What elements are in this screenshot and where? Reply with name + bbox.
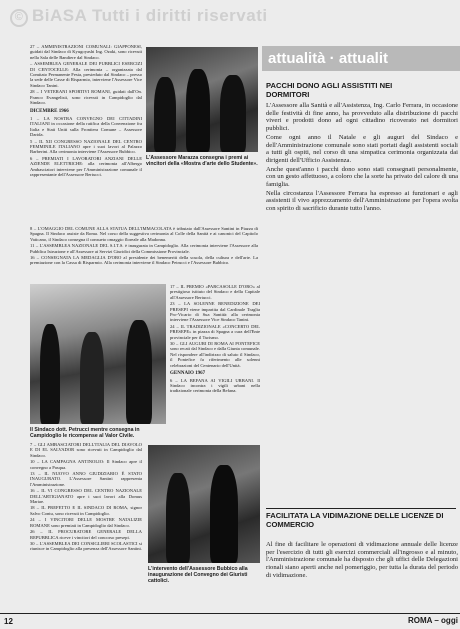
watermark-text: BiASA Tutti i diritti riservati [32,6,268,25]
photo-caption: L'intervento dell'Assessore Bubbico alla inaugurazione del Convegno dei Giuristi cattolici. [148,566,248,585]
wide-text-band [30,226,258,281]
page-number: 12 [4,617,13,626]
photo-convegno-giuristi [148,445,260,563]
section-title: attualità · attualit [268,50,389,67]
paragraph: 24 – IL TRADIZIONALE «CONCERTO DEL PRESEPE» in piazza di Spagna a cura dell'Ente provinciale per il Turismo. [170,323,260,340]
paragraph: L'Assessore alla Sanità e all'Assistenza, Ing. Carlo Ferrara, in occasione delle festività di fine anno, ha provveduto alla distribuzione di pacchi viveri e prodotti dono ad ogni cittadino ricoverato nei dormitori pubblici. [266,102,458,133]
photo-caption: Il Sindaco dott. Petrucci mentre consegna in Campidoglio le ricompense al Valor Civile. [30,427,140,440]
article-headline: PACCHI DONO AGLI ASSISTITI NEI DORMITORI [266,81,393,99]
paragraph: 11 – L'ASSEMBLEA NAZIONALE DEL S.I.T.S. è inaugurata in Campidoglio. Alla cerimonia interviene l'Assessore alla Pubblica Istruzione e all'Assessore ai Servizi Giuridici della Commissione Provinciale. [30,243,258,254]
paragraph: 26 – IL PROCURATORE GENERALE DELLA REPUBBLICA riceve i vincitori del concorso presepi. [30,529,142,540]
paragraph: Come ogni anno il Natale e gli auguri del Sindaco e dell'Amministrazione comunale sono stati portati dagli assistenti sociali a tutti gli ospiti, nel corso di una simpatica cerimonia organizzata dai dirigenti dell'Ufficio Assistenza. [266,133,458,164]
photo-caption: L'Assessore Marazza consegna i premi ai vincitori della «Mostra d'arte dello Studente». [146,155,258,168]
paragraph: 1 – LA NOSTRA CONVEGNO DEI CITTADINI ITALIANI in occasione della ratifica della Convenzione fra Italia e Stati Uniti sulla Frontiera Comune – Assessore Darida. [30,115,142,138]
photo-valor-civile [30,284,166,424]
divider [266,508,456,509]
paragraph: – ASSEMBLEA GENERALE DEI PUBBLICI ESERCIZI DI CENTOCELLE: Alla cerimonia – organizzata dal Comitato Permanente Festa, presieduto dal Sindaco – presso la sede delle Casse di Risparmio, interviene l'Assessore Vice Sindaco Tanini. [30,61,142,88]
copyright-icon: © [10,9,28,27]
paragraph: 7 – GLI AMBASCIATORI DELL'ITALIA DEL DIAVOLO E DI EL SALVADOR sono ricevuti in Campidoglio dal Sindaco. [30,442,142,458]
paragraph: 6 – LA BEFANA AI VIGILI URBANI. Il Sindaco incontra i vigili urbani nella tradizionale cerimonia della Befana. [170,377,260,394]
paragraph: 28 – I VETERANI SPORTIVI ROMANI, guidati dall'On. Franco Evangelisti, sono ricevuti in Campidoglio dal Sindaco. [30,89,142,106]
paragraph: 10 – LA CAMPAGNA ANTINOLIO: Il Sindaco apre il convegno a Pasqua. [30,459,142,470]
paragraph: 16 – CONSEGNATA LA MEDAGLIA D'ORO al presidente dei benemeriti della scuola, della cultura e dell'arte. La premiazione con la Cassa di Risparmio. Alla cerimonia interviene il Sindaco Petrucci e l'Assessore Bubbico. [30,255,258,266]
article-headline: FACILITATA LA VIDIMAZIONE DELLE LICENZE DI COMMERCIO [266,511,444,529]
paragraph: 30 – L'ASSEMBLEA DEI CONSIGLIERI SCOLASTICI si riunisce in Campidoglio alla presenza dell'Assessore Santini. [30,540,142,552]
left-bottom-column [30,442,142,602]
date-heading: GENNAIO 1967 [170,371,206,377]
paragraph: Al fine di facilitare le operazioni di vidimazione annuale delle licenze per l'esercizio di tutti gli esercizi commerciali all'ingrosso e al minuto, l'Amministrazione comunale ha disposto che gli uffici delle Delegazioni rionali siano aperti anche nel pomeriggio, per tutta la durata del periodo di vidimazione. [266,541,458,579]
section-header [262,46,460,71]
paragraph: 18 – IL PREFETTO E IL SINDACO DI ROMA, signor Salvo Contu, sono ricevuti in Campidoglio. [30,505,142,516]
date-heading: DICEMBRE 1966 [30,109,69,115]
watermark [10,6,268,27]
paragraph: 16 – IL VI CONGRESSO DEL CENTRO NAZIONALE DELL'ARTIGIANATO apre i suoi lavori alla Domus Mariae. [30,488,142,505]
paragraph: 27 – AMMINISTRAZIONI COMUNALI: GIAPPONESI, guidati dal Sindaco di Kyugoyashi Ing. Ozaki, sono ricevuti nella Sala delle Bandiere dal Sindaco. [30,44,142,60]
middle-right-column [170,284,260,439]
paragraph: 23 – LA SOLENNE BENEDIZIONE DEI PRESEPI viene impartita dal Cardinale Traglia Pro-Vicario di Sua Santità: alla cerimonia interviene l'Assessore Vice Sindaco Tanini. [170,301,260,323]
paragraph: 30 – GLI AUGURI DI ROMA AI PONTEFICE sono recati dal Sindaco e dalla Giunta comunale. Nel rispondere all'indirizzo di saluto il Sindaco, il Pontefice fa riferimento alle solenni celebrazioni del Centenario dell'Unità. [170,341,260,368]
paragraph: Nella circostanza l'Assessore Ferrara ha espresso ai funzionari e agli assistenti il vivo apprezzamento dell'Amministrazione per l'opera svolta con spirito di sacrificio durante tutto l'anno. [266,189,458,213]
footer-rule [0,613,460,614]
paragraph: Anche quest'anno i pacchi dono sono stati consegnati personalmente, con un gesto affettuoso, a coloro che la sorte ha privato del calore di una famiglia. [266,165,458,189]
article-body [266,102,458,492]
paragraph: 24 – I VINCITORI DELLE MOSTRE NATALIZIE ROMANE sono premiati in Campidoglio dal Sindaco. [30,517,142,528]
photo-award-ceremony [146,47,258,152]
paragraph: 8 – L'OMAGGIO DEL COMUNE ALLA STATUA DELL'IMMACOLATA è tributato dall'Assessore Santini in Piazza di Spagna. Il Sindaco assiste da Roma. Nel corso della suggestiva cerimonia al Colle della Sanità e ai canonici del Capitolo Vaticano, il Sindaco consegna il consueto omaggio floreale alla Madonna. [30,226,258,242]
paragraph: 17 – IL PREMIO «PARCASOLLE D'ORO» al prestigioso istituto del Sindaco e della Capitale all'Assessore Bertucci. [170,284,260,300]
magazine-name: ROMA – oggi [408,616,458,625]
article-body [266,541,458,611]
paragraph: 6 – PREMIATI I LAVORATORI ANZIANI DELLE AZIENDE ELETTRICHE: alla cerimonia all'Albergo Ambasciatori interviene per l'Amministrazione comunale il rappresentante dell'Assessore Bertucci. [30,155,142,177]
paragraph: 13 – IL NUOVO ANNO GIUDIZIARIO È STATO INAUGURATO. L'Assessore Santini rappresenta l'Amministrazione. [30,471,142,487]
paragraph: 5 – IL XII CONGRESSO NAZIONALE DEL CENTRO FEMMINILE ITALIANO apre i suoi lavori al Palazzo Barberini. Alla cerimonia interviene l'Assessore Bubbico. [30,138,142,155]
